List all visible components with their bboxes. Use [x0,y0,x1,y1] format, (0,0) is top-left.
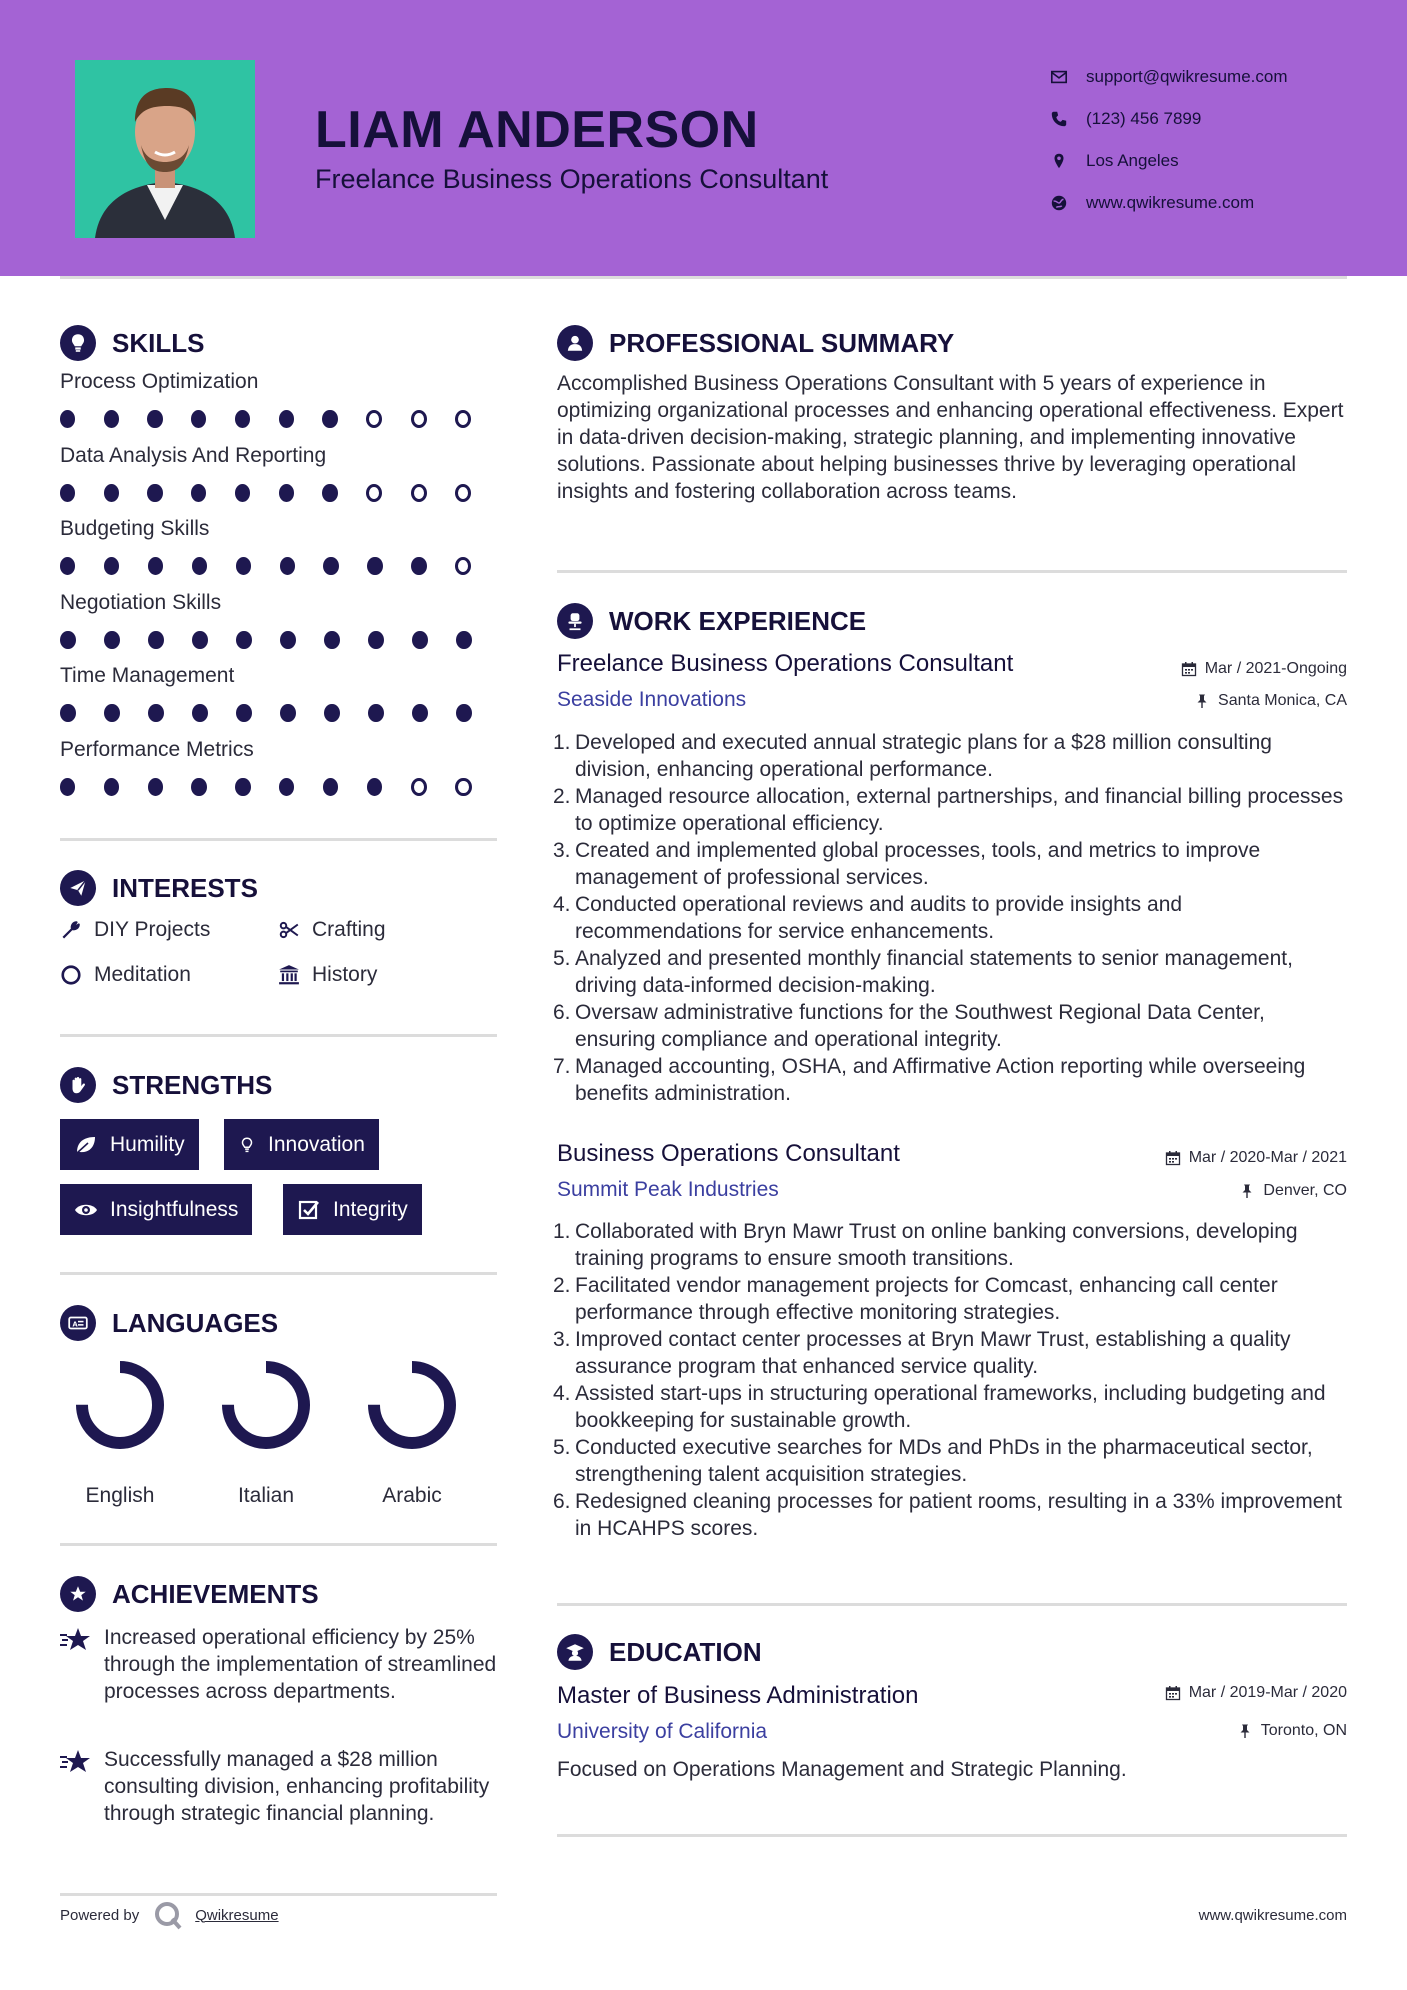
job-title: Freelance Business Operations Consultant [557,650,1014,677]
calendar-icon [1165,1150,1181,1166]
job-bullet [553,783,1347,837]
rating-dot-filled [323,778,338,796]
education-location [1237,1722,1347,1740]
interest-label: DIY Projects [94,918,211,941]
skill-item [60,591,500,665]
skill-item [60,738,500,812]
job-bullet [553,1053,1347,1107]
rating-dot-filled [192,557,207,575]
job-dates [1181,660,1347,678]
interests-heading: INTERESTS [112,872,258,903]
achievement-item [60,1624,500,1705]
rating-dot-filled [323,557,338,575]
star-icon [60,1626,92,1654]
rating-dot-filled [456,631,472,649]
summary-section-title [557,325,954,361]
pushpin-icon [1237,1723,1253,1739]
rating-dot-empty [455,778,471,796]
rating-dot-filled [280,631,296,649]
rating-dot-filled [60,704,76,722]
bullet-text: Analyzed and presented monthly financial statements to senior management, driving data-informed decision-making. [575,947,1293,997]
rating-dot-empty [366,410,382,428]
contact-email[interactable] [1050,56,1380,98]
rating-dot-filled [147,410,162,428]
rating-dot-filled [60,484,75,502]
job-bullet [553,999,1347,1053]
rating-dot-filled [412,631,428,649]
rating-dot-filled [60,778,75,796]
leaf-icon [74,1134,98,1156]
skill-item [60,444,500,518]
rating-dot-filled [60,631,76,649]
skill-rating [60,631,500,649]
rating-dot-filled [148,704,164,722]
language-name: Arabic [382,1484,442,1507]
skill-rating [60,778,500,796]
footer-website[interactable]: www.qwikresume.com [1198,1907,1347,1924]
interests-section-title [60,870,258,906]
languages-divider [60,1543,497,1546]
interest-item [278,918,386,942]
qwikresume-logo-icon [153,1900,183,1930]
bullet-text: Conducted operational reviews and audits to provide insights and recommendations for service enhancements. [575,893,1183,943]
rating-dot-filled [148,631,164,649]
strength-tag [60,1184,252,1235]
rating-dot-filled [147,484,162,502]
rating-dot-filled [279,484,294,502]
qwikresume-link[interactable]: Qwikresume [195,1906,279,1924]
contact-email-text: support@qwikresume.com [1086,67,1288,86]
achievement-text: Successfully managed a $28 million consulting division, enhancing profitability through strategic financial planning. [104,1748,490,1825]
experience-heading: WORK EXPERIENCE [609,605,867,636]
rating-dot-filled [104,484,119,502]
language-name: Italian [237,1484,295,1507]
interest-label: Meditation [94,963,191,986]
globe-icon [1050,194,1068,212]
degree-title: Master of Business Administration [557,1682,919,1709]
profile-photo-avatar [75,60,255,238]
education-divider [557,1834,1347,1837]
rating-dot-filled [104,631,120,649]
lightbulb-icon [60,325,96,361]
rating-dot-filled [60,557,75,575]
language-level-arc [374,1367,450,1443]
skill-rating [60,557,500,575]
language-level-arc [228,1367,304,1443]
profile-photo [75,60,255,238]
job-title: Business Operations Consultant [557,1140,900,1167]
strength-tag [224,1119,379,1170]
skill-item [60,517,500,591]
rating-dot-filled [279,410,294,428]
skill-name: Process Optimization [60,370,259,393]
strength-label: Innovation [268,1132,365,1156]
job-dates-text: Mar / 2020-Mar / 2021 [1188,1149,1347,1166]
language-card-icon [60,1305,96,1341]
education-section-title [557,1634,762,1670]
interest-label: History [312,963,378,986]
calendar-icon [1165,1685,1181,1701]
hand-icon [60,1067,96,1103]
interest-item [278,963,377,987]
skill-item [60,664,500,738]
graduate-icon [557,1634,593,1670]
job-location [1194,692,1347,710]
bullet-text: Assisted start-ups in structuring operational frameworks, including budgeting and bookkeeping for sustainable growth. [575,1382,1326,1432]
rating-dot-empty [366,484,382,502]
bullet-text: Managed accounting, OSHA, and Affirmative Action reporting while overseeing benefits administration. [575,1055,1306,1105]
rating-dot-filled [148,557,163,575]
job-bullet [553,891,1347,945]
rating-dot-filled [60,410,75,428]
job-location [1239,1182,1347,1200]
rating-dot-empty [455,557,471,575]
rating-dot-filled [104,557,119,575]
skills-divider [60,838,497,841]
company-name: Summit Peak Industries [557,1178,779,1201]
paper-plane-icon [60,870,96,906]
job-bullet [553,1218,1347,1272]
office-chair-icon [557,603,593,639]
rating-dot-filled [280,557,295,575]
candidate-name: LIAM ANDERSON [315,101,759,159]
languages-heading: LANGUAGES [112,1307,279,1338]
education-heading: EDUCATION [609,1636,762,1667]
bullet-text: Oversaw administrative functions for the Southwest Regional Data Center, ensuring compliance and operational integrity. [575,1001,1265,1051]
education-dates-text: Mar / 2019-Mar / 2020 [1188,1684,1347,1701]
rating-dot-filled [235,778,250,796]
rating-dot-filled [191,484,206,502]
interests-divider [60,1034,497,1037]
summary-text: Accomplished Business Operations Consultant with 5 years of experience in optimizing organizational processes and enhancing operational effectiveness. Expert in data-driven decision-making, strategic planning, and implementing innovative solutions. Passionate about helping businesses thrive by leveraging operational insights and fostering collaboration across teams. [557,372,1344,503]
resume-header [0,0,1407,276]
rating-dot-filled [280,704,296,722]
bullet-number: 6. [553,1001,571,1024]
bullet-text: Conducted executive searches for MDs and PhDs in the pharmaceutical sector, strengthening talent acquisition strategies. [575,1436,1313,1486]
job-bullet [553,1272,1347,1326]
strength-label: Insightfulness [110,1197,239,1221]
job-bullet [553,1380,1347,1434]
bullet-number: 1. [553,1220,571,1243]
skill-name: Time Management [60,664,235,687]
rating-dot-filled [368,631,384,649]
language-level-ring [365,1358,459,1452]
skill-item [60,370,500,444]
job-dates [1165,1149,1347,1167]
rating-dot-filled [192,704,208,722]
bullet-number: 5. [553,947,571,970]
rating-dot-filled [104,778,119,796]
language-item [60,1358,180,1508]
header-divider [60,276,1347,279]
skill-name: Data Analysis And Reporting [60,443,327,467]
interest-item [60,963,191,987]
skills-heading: SKILLS [112,327,205,358]
skill-name: Budgeting Skills [60,517,210,540]
email-icon [1050,68,1068,86]
job-location-text: Santa Monica, CA [1218,692,1347,709]
bullet-text: Facilitated vendor management projects for Comcast, enhancing call center performance through effective monitoring strategies. [575,1274,1278,1324]
rating-dot-filled [324,704,340,722]
job-bullet [553,1326,1347,1380]
achievement-text: Increased operational efficiency by 25% through the implementation of streamlined processes across departments. [104,1626,497,1703]
candidate-title: Freelance Business Operations Consultant [315,164,829,194]
footer-powered-by [60,1900,279,1930]
rating-dot-filled [322,484,337,502]
rating-dot-empty [455,410,471,428]
skill-rating [60,410,500,428]
job-bullet [553,837,1347,891]
achievements-section-title [60,1576,319,1612]
strengths-section-title [60,1067,272,1103]
contact-phone[interactable] [1050,98,1380,140]
education-location-text: Toronto, ON [1260,1722,1347,1739]
languages-section-title [60,1305,278,1341]
contact-phone-text: (123) 456 7899 [1086,109,1202,128]
strength-tag [60,1119,199,1170]
contact-list [1050,56,1380,224]
job-dates-text: Mar / 2021-Ongoing [1204,660,1347,677]
education-dates [1165,1684,1347,1702]
rating-dot-empty [411,484,427,502]
calendar-icon [1181,661,1197,677]
company-name: Seaside Innovations [557,688,747,711]
skill-rating [60,484,500,502]
contact-website-text: www.qwikresume.com [1086,193,1255,212]
strengths-heading: STRENGTHS [112,1069,273,1100]
rating-dot-filled [456,704,472,722]
star-badge-icon [60,1576,96,1612]
bullet-text: Created and implemented global processes, tools, and metrics to improve management of professional services. [575,839,1261,889]
svg-text:A: A [72,1320,78,1329]
job-bullets [553,1218,1347,1542]
rating-dot-filled [235,484,250,502]
rating-dot-filled [411,557,426,575]
bullet-text: Redesigned cleaning processes for patient rooms, resulting in a 33% improvement in HCAHPS scores. [575,1490,1342,1540]
rating-dot-filled [235,410,250,428]
skills-section-title [60,325,204,361]
contact-website[interactable] [1050,182,1380,224]
achievements-heading: ACHIEVEMENTS [112,1578,319,1609]
bullet-number: 2. [553,785,571,808]
bullet-number: 2. [553,1274,571,1297]
interest-item [60,918,210,942]
bullet-text: Developed and executed annual strategic plans for a $28 million consulting division, enhancing operational performance. [575,731,1272,781]
bullet-number: 3. [553,839,571,862]
rating-dot-empty [411,778,427,796]
bullet-number: 5. [553,1436,571,1459]
rating-dot-empty [455,484,471,502]
skill-name: Negotiation Skills [60,590,222,614]
language-level-ring [73,1358,167,1452]
eye-icon [74,1199,98,1221]
bullet-text: Improved contact center processes at Bryn Mawr Trust, establishing a quality assurance program that enhanced service quality. [575,1328,1291,1378]
job-bullet [553,945,1347,999]
rating-dot-filled [367,557,382,575]
circle-icon [60,964,82,986]
strength-label: Humility [110,1132,185,1156]
experience-divider [557,1603,1347,1606]
contact-location [1050,140,1380,182]
rating-dot-filled [191,410,206,428]
rating-dot-filled [367,778,382,796]
job-bullet [553,729,1347,783]
contact-location-text: Los Angeles [1086,151,1179,170]
lightbulb-icon [238,1134,256,1156]
rating-dot-filled [279,778,294,796]
rating-dot-filled [104,410,119,428]
rating-dot-filled [104,704,120,722]
job-location-text: Denver, CO [1263,1182,1347,1199]
achievements-divider [60,1893,497,1896]
strengths-divider [60,1272,497,1275]
bullet-text: Managed resource allocation, external partnerships, and financial billing processes to optimize operational efficiency. [575,785,1344,835]
skill-rating [60,704,500,722]
bullet-number: 6. [553,1490,571,1513]
language-level-ring [219,1358,313,1452]
phone-icon [1050,110,1068,128]
rating-dot-filled [236,704,252,722]
rating-dot-filled [191,778,206,796]
rating-dot-filled [236,557,251,575]
bullet-number: 4. [553,893,571,916]
user-icon [557,325,593,361]
rating-dot-empty [411,410,427,428]
bullet-number: 7. [553,1055,571,1078]
skill-name: Performance Metrics [60,737,254,761]
education-description: Focused on Operations Management and Strategic Planning. [557,1758,1127,1781]
rating-dot-filled [412,704,428,722]
experience-section-title [557,603,866,639]
job-bullets [553,729,1347,1107]
rating-dot-filled [148,778,163,796]
summary-heading: PROFESSIONAL SUMMARY [609,327,955,358]
strength-tag [283,1184,422,1235]
skills-list [60,370,500,811]
language-level-arc [82,1367,158,1443]
pushpin-icon [1239,1183,1255,1199]
bullet-number: 1. [553,731,571,754]
rating-dot-filled [322,410,337,428]
language-item [206,1358,326,1508]
school-name: University of California [557,1720,768,1743]
checkbox-icon [297,1199,321,1221]
powered-by-text: Powered by [60,1906,140,1924]
wrench-icon [60,919,82,941]
rating-dot-filled [324,631,340,649]
job-bullet [553,1488,1347,1542]
bullet-text: Collaborated with Bryn Mawr Trust on online banking conversions, developing training programs to ensure smooth transitions. [575,1220,1298,1270]
rating-dot-filled [236,631,252,649]
bullet-number: 4. [553,1382,571,1405]
location-pin-icon [1050,152,1068,170]
rating-dot-filled [368,704,384,722]
bullet-number: 3. [553,1328,571,1351]
job-bullet [553,1434,1347,1488]
achievement-item [60,1746,500,1827]
interest-label: Crafting [312,918,386,941]
museum-icon [278,964,300,986]
pushpin-icon [1194,693,1210,709]
language-item [352,1358,472,1508]
rating-dot-filled [192,631,208,649]
star-icon [60,1748,92,1776]
scissors-icon [278,919,300,941]
summary-divider [557,570,1347,573]
language-name: English [85,1484,155,1507]
strength-label: Integrity [333,1197,408,1221]
